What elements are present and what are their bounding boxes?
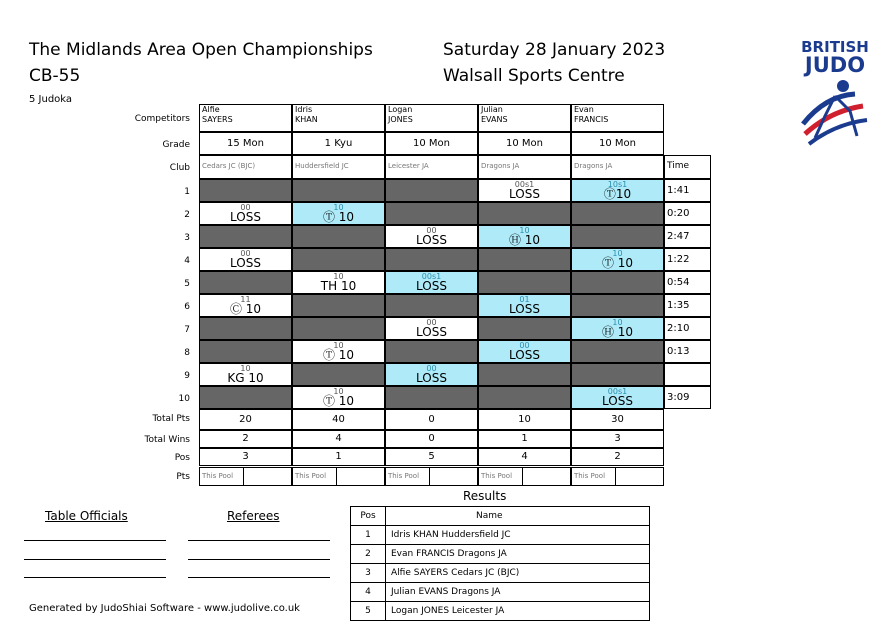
match-score-cell [199, 363, 292, 386]
results-col-pos: Pos [351, 507, 386, 525]
match-score-cell [571, 340, 664, 363]
match-score-cell [199, 271, 292, 294]
score-result: LOSS [509, 302, 540, 316]
match-time: 1:35 [667, 300, 690, 311]
competitor-name-cell [292, 104, 385, 132]
total-cell-pts [199, 467, 292, 486]
match-number: 1 [184, 187, 190, 197]
match-number: 6 [184, 302, 190, 312]
club-cell [571, 155, 664, 179]
signature-line [24, 540, 166, 541]
competitor-first-name: Evan [574, 105, 594, 114]
match-score-cell [571, 271, 664, 294]
total-value: 3 [614, 433, 621, 444]
match-score-cell [292, 248, 385, 271]
label-total-pts: Total Pts [152, 414, 190, 424]
signature-line [24, 559, 166, 560]
match-score-cell [292, 225, 385, 248]
score-result: Ⓒ 10 [229, 302, 262, 316]
match-score-cell [385, 248, 478, 271]
results-header [350, 506, 650, 526]
match-time: 0:20 [667, 208, 690, 219]
match-score-cell [478, 340, 571, 363]
score-result: Ⓣ 10 [601, 256, 634, 270]
match-time-cell [664, 248, 711, 271]
match-score-cell [385, 386, 478, 409]
grade-value: 15 Mon [227, 138, 264, 149]
total-value: 1 [521, 433, 528, 444]
judoka-count: 5 Judoka [29, 94, 73, 105]
match-number: 3 [184, 233, 190, 243]
match-time-cell [664, 294, 711, 317]
score-code: 10 [333, 203, 344, 212]
score-code: 10s1 [607, 180, 628, 189]
match-time-cell [664, 363, 711, 386]
match-number: 4 [184, 256, 190, 266]
match-time: 2:10 [667, 323, 690, 334]
pts-this-pool: This Pool [200, 468, 244, 485]
total-value: 40 [332, 414, 345, 425]
total-cell-pts [478, 467, 571, 486]
grade-cell [292, 132, 385, 155]
label-competitors: Competitors [134, 114, 190, 124]
match-score-cell [385, 363, 478, 386]
score-code: 00 [519, 341, 530, 350]
signature-line [24, 577, 166, 578]
match-score-cell [571, 225, 664, 248]
match-score-cell [478, 386, 571, 409]
results-pos: 1 [351, 526, 386, 544]
score-result: LOSS [230, 210, 261, 224]
total-cell-total-wins [478, 430, 571, 448]
score-result: Ⓣ 10 [322, 210, 355, 224]
match-time [665, 364, 710, 369]
results-name: Idris KHAN Huddersfield JC [391, 530, 511, 540]
competitor-first-name: Idris [295, 105, 313, 114]
grade-cell [478, 132, 571, 155]
results-name: Evan FRANCIS Dragons JA [391, 549, 507, 559]
label-total-wins: Total Wins [144, 435, 190, 445]
competitor-first-name: Alfie [202, 105, 220, 114]
results-name: Julian EVANS Dragons JA [391, 587, 501, 597]
match-score-cell [571, 386, 664, 409]
signature-line [188, 540, 330, 541]
results-pos: 2 [351, 545, 386, 563]
match-time: 2:47 [667, 231, 690, 242]
match-number: 10 [178, 394, 190, 404]
club-cell [292, 155, 385, 179]
match-score-cell [478, 294, 571, 317]
match-score-cell [292, 179, 385, 202]
results-row [350, 545, 650, 564]
match-score-cell [199, 225, 292, 248]
match-score-cell [199, 317, 292, 340]
total-value: 4 [521, 451, 528, 462]
total-cell-pts [385, 467, 478, 486]
total-cell-pts [292, 467, 385, 486]
total-value: 2 [614, 451, 621, 462]
pts-this-pool: This Pool [479, 468, 523, 485]
competitor-name-cell [571, 104, 664, 132]
match-time: 0:13 [667, 346, 690, 357]
grade-cell [385, 132, 478, 155]
total-cell-total-pts [571, 409, 664, 430]
results-pos: 4 [351, 583, 386, 601]
referees-label: Referees [227, 509, 280, 523]
total-value: 5 [428, 451, 435, 462]
match-score-cell [478, 248, 571, 271]
match-score-cell [199, 248, 292, 271]
score-code: 10 [612, 249, 623, 258]
match-time-cell [664, 179, 711, 202]
score-code: 10 [333, 387, 344, 396]
event-title: The Midlands Area Open Championships [29, 40, 373, 60]
competitor-first-name: Julian [481, 105, 503, 114]
match-score-cell [385, 179, 478, 202]
score-result: Ⓗ 10 [601, 325, 634, 339]
match-score-cell [571, 317, 664, 340]
total-value: 3 [242, 451, 249, 462]
score-code: 10 [612, 318, 623, 327]
score-code: 00 [240, 203, 251, 212]
match-time-cell [664, 340, 711, 363]
footer-credit: Generated by JudoShiai Software - www.judolive.co.uk [29, 603, 300, 614]
match-time: 1:41 [667, 185, 690, 196]
match-time: 0:54 [667, 277, 690, 288]
match-time-cell [664, 202, 711, 225]
match-score-cell [571, 363, 664, 386]
time-header [664, 155, 711, 179]
competitor-last-name: SAYERS [202, 115, 233, 124]
score-result: LOSS [416, 371, 447, 385]
score-result: Ⓗ 10 [508, 233, 541, 247]
competitor-name-cell [199, 104, 292, 132]
match-score-cell [571, 202, 664, 225]
pts-this-pool: This Pool [572, 468, 616, 485]
match-score-cell [385, 202, 478, 225]
club-cell [385, 155, 478, 179]
competitor-last-name: EVANS [481, 115, 508, 124]
score-result: Ⓣ 10 [322, 394, 355, 408]
match-number: 2 [184, 210, 190, 220]
grade-cell [571, 132, 664, 155]
match-score-cell [292, 271, 385, 294]
score-code: 10 [240, 364, 251, 373]
match-time-cell [664, 317, 711, 340]
total-cell-pos [292, 448, 385, 466]
match-score-cell [478, 179, 571, 202]
total-cell-total-wins [292, 430, 385, 448]
match-score-cell [478, 317, 571, 340]
judo-figure-icon [795, 76, 875, 156]
score-result: LOSS [509, 187, 540, 201]
match-score-cell [292, 202, 385, 225]
score-code: 10 [519, 226, 530, 235]
match-score-cell [199, 386, 292, 409]
total-cell-pos [199, 448, 292, 466]
match-number: 8 [184, 348, 190, 358]
match-time: 3:09 [667, 392, 690, 403]
pts-this-pool: This Pool [386, 468, 430, 485]
club-name: Leicester JA [388, 162, 429, 170]
total-value: 0 [428, 433, 435, 444]
total-value: 20 [239, 414, 252, 425]
logo-line1: BRITISH [801, 38, 869, 56]
competitor-last-name: JONES [388, 115, 413, 124]
total-cell-pts [571, 467, 664, 486]
grade-value: 1 Kyu [324, 138, 353, 149]
score-code: 11 [240, 295, 251, 304]
score-result: Ⓣ10 [603, 187, 632, 201]
table-officials-label: Table Officials [45, 509, 128, 523]
score-code: 00 [240, 249, 251, 258]
score-result: KG 10 [227, 371, 264, 385]
club-cell [199, 155, 292, 179]
score-code: 00 [426, 364, 437, 373]
time-header-label: Time [667, 161, 690, 171]
score-code: 00s1 [514, 180, 535, 189]
match-number: 5 [184, 279, 190, 289]
match-score-cell [385, 294, 478, 317]
results-name: Logan JONES Leicester JA [391, 606, 505, 616]
results-row [350, 526, 650, 545]
match-score-cell [199, 202, 292, 225]
match-score-cell [292, 340, 385, 363]
score-result: TH 10 [320, 279, 357, 293]
match-score-cell [292, 363, 385, 386]
match-number: 9 [184, 371, 190, 381]
match-score-cell [292, 317, 385, 340]
match-score-cell [571, 248, 664, 271]
competitor-first-name: Logan [388, 105, 413, 114]
score-result: LOSS [416, 233, 447, 247]
match-score-cell [571, 179, 664, 202]
score-code: 00 [426, 226, 437, 235]
match-score-cell [478, 363, 571, 386]
score-result: LOSS [230, 256, 261, 270]
grade-value: 10 Mon [599, 138, 636, 149]
match-number: 7 [184, 325, 190, 335]
match-score-cell [292, 294, 385, 317]
score-code: 00s1 [607, 387, 628, 396]
results-pos: 5 [351, 602, 386, 620]
pts-this-pool: This Pool [293, 468, 337, 485]
club-cell [478, 155, 571, 179]
signature-line [188, 577, 330, 578]
score-code: 10 [333, 341, 344, 350]
match-time-cell [664, 271, 711, 294]
total-cell-total-pts [385, 409, 478, 430]
label-club: Club [169, 163, 190, 173]
match-score-cell [571, 294, 664, 317]
total-value: 1 [335, 451, 342, 462]
grade-value: 10 Mon [413, 138, 450, 149]
competitor-name-cell [478, 104, 571, 132]
score-result: LOSS [416, 279, 447, 293]
results-pos: 3 [351, 564, 386, 582]
score-code: 10 [333, 272, 344, 281]
score-result: Ⓣ 10 [322, 348, 355, 362]
total-value: 10 [518, 414, 531, 425]
british-judo-logo [795, 40, 875, 160]
results-row [350, 583, 650, 602]
match-score-cell [385, 317, 478, 340]
match-score-cell [199, 340, 292, 363]
match-score-cell [385, 225, 478, 248]
match-score-cell [478, 202, 571, 225]
score-result: LOSS [416, 325, 447, 339]
match-score-cell [385, 340, 478, 363]
score-result: LOSS [509, 348, 540, 362]
grade-cell [199, 132, 292, 155]
total-cell-pos [478, 448, 571, 466]
results-col-name: Name [476, 511, 503, 521]
total-value: 2 [242, 433, 249, 444]
total-value: 30 [611, 414, 624, 425]
total-cell-total-pts [478, 409, 571, 430]
score-code: 00 [426, 318, 437, 327]
category: CB-55 [29, 66, 81, 86]
total-cell-pos [385, 448, 478, 466]
competitor-last-name: KHAN [295, 115, 318, 124]
match-time: 1:22 [667, 254, 690, 265]
club-name: Dragons JA [574, 162, 613, 170]
event-venue: Walsall Sports Centre [443, 66, 625, 86]
competitor-last-name: FRANCIS [574, 115, 609, 124]
club-name: Huddersfield JC [295, 162, 349, 170]
signature-line [188, 559, 330, 560]
results-title: Results [463, 489, 507, 503]
label-pts: Pts [176, 472, 190, 482]
label-grade: Grade [162, 140, 190, 150]
match-score-cell [292, 386, 385, 409]
results-row [350, 564, 650, 583]
results-name: Alfie SAYERS Cedars JC (BJC) [391, 568, 520, 578]
total-cell-total-pts [199, 409, 292, 430]
match-score-cell [199, 294, 292, 317]
event-date: Saturday 28 January 2023 [443, 40, 666, 60]
results-row [350, 602, 650, 621]
club-name: Cedars JC (BJC) [202, 162, 256, 170]
label-pos: Pos [174, 453, 190, 463]
match-time-cell [664, 225, 711, 248]
total-value: 4 [335, 433, 342, 444]
total-cell-pos [571, 448, 664, 466]
total-cell-total-wins [571, 430, 664, 448]
score-result: LOSS [602, 394, 633, 408]
match-score-cell [478, 271, 571, 294]
competitor-name-cell [385, 104, 478, 132]
match-score-cell [199, 179, 292, 202]
grade-value: 10 Mon [506, 138, 543, 149]
total-cell-total-pts [292, 409, 385, 430]
score-code: 00s1 [421, 272, 442, 281]
total-value: 0 [428, 414, 435, 425]
match-score-cell [385, 271, 478, 294]
club-name: Dragons JA [481, 162, 520, 170]
match-time-cell [664, 386, 711, 409]
total-cell-total-wins [199, 430, 292, 448]
match-score-cell [478, 225, 571, 248]
total-cell-total-wins [385, 430, 478, 448]
logo-line2: JUDO [804, 53, 866, 77]
score-code: 01 [519, 295, 530, 304]
